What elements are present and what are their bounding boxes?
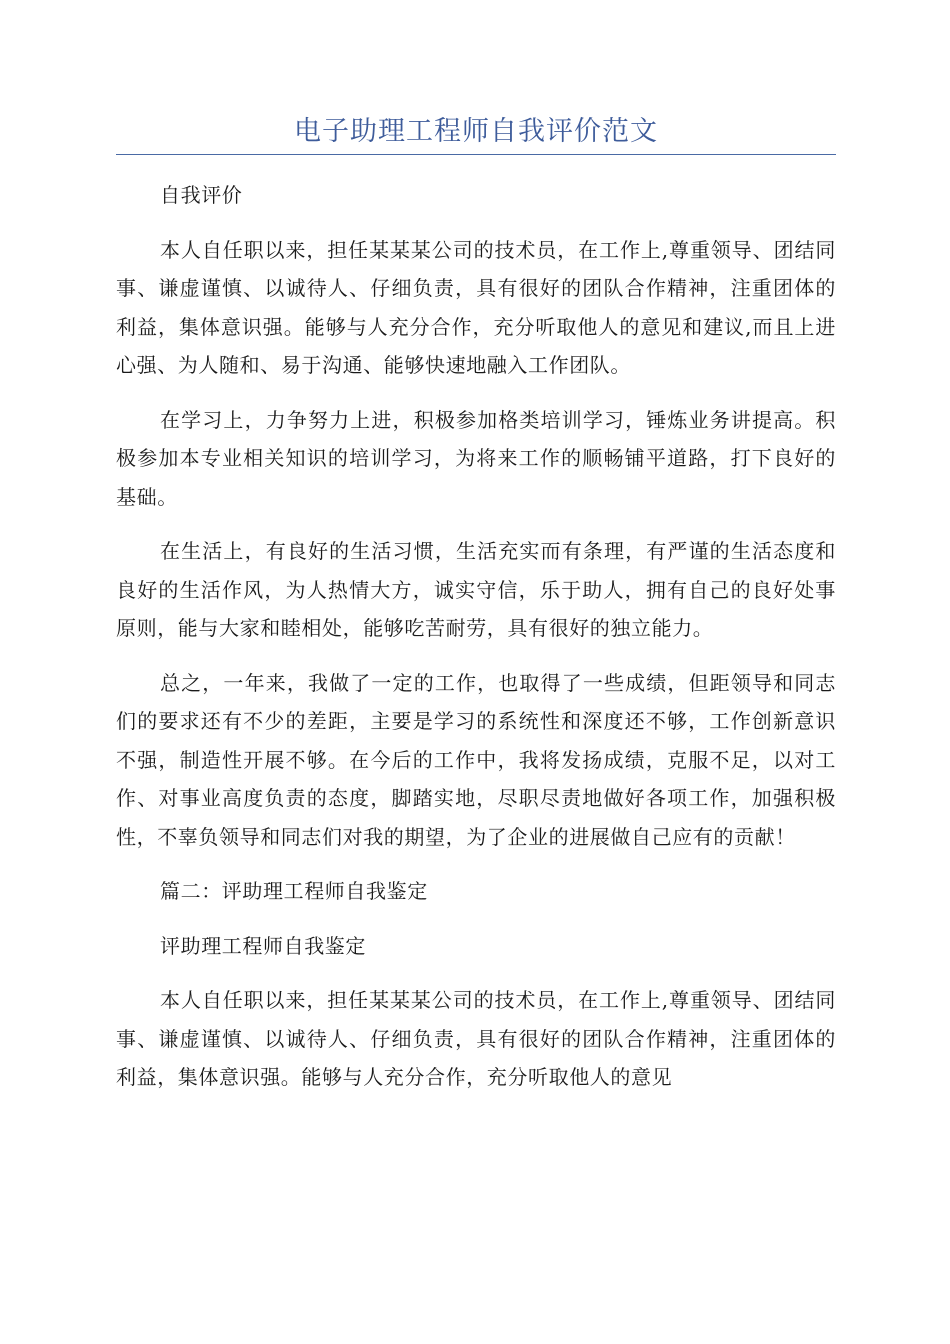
paragraph-life: 在生活上，有良好的生活习惯，生活充实而有条理，有严谨的生活态度和良好的生活作风，为人热情大方，诚实守信，乐于助人，拥有自己的良好处事原则，能与大家和睦相处，能够吃苦耐劳，具有很好的独立能力。 xyxy=(116,539,836,640)
paragraph-study: 在学习上，力争努力上进，积极参加格类培训学习，锤炼业务讲提高。积极参加本专业相关知识的培训学习，为将来工作的顺畅铺平道路，打下良好的基础。 xyxy=(116,407,836,509)
section-heading-part-two: 篇二：评助理工程师自我鉴定 xyxy=(160,879,428,903)
section-heading-assistant-engineer: 评助理工程师自我鉴定 xyxy=(160,933,366,958)
title-underline xyxy=(116,154,836,155)
paragraph-work-repeat: 本人自任职以来，担任某某某公司的技术员，在工作上,尊重领导、团结同事、谦虚谨慎、以诚待人、仔细负责，具有很好的团队合作精神，注重团体的利益，集体意识强。能够与人充分合作，充分听取他人的意见 xyxy=(116,988,836,1089)
paragraph-summary: 总之，一年来，我做了一定的工作，也取得了一些成绩，但距领导和同志们的要求还有不少的差距，主要是学习的系统性和深度还不够，工作创新意识不强，制造性开展不够。在今后的工作中，我将发扬成绩，克服不足，以对工作、对事业高度负责的态度，脚踏实地，尽职尽责地做好各项工作，加强积极性，不辜负领导和同志们对我的期望，为了企业的进展做自己应有的贡献！ xyxy=(116,670,836,849)
document-body xyxy=(116,176,836,1113)
section-heading-self-evaluation: 自我评价 xyxy=(160,183,243,207)
paragraph-work: 本人自任职以来，担任某某某公司的技术员，在工作上,尊重领导、团结同事、谦虚谨慎、以诚待人、仔细负责，具有很好的团队合作精神，注重团体的利益，集体意识强。能够与人充分合作，充分听取他人的意见和建议,而且上进心强、为人随和、易于沟通、能够快速地融入工作团队。 xyxy=(116,237,836,377)
document-title: 电子助理工程师自我评价范文 xyxy=(294,116,658,147)
